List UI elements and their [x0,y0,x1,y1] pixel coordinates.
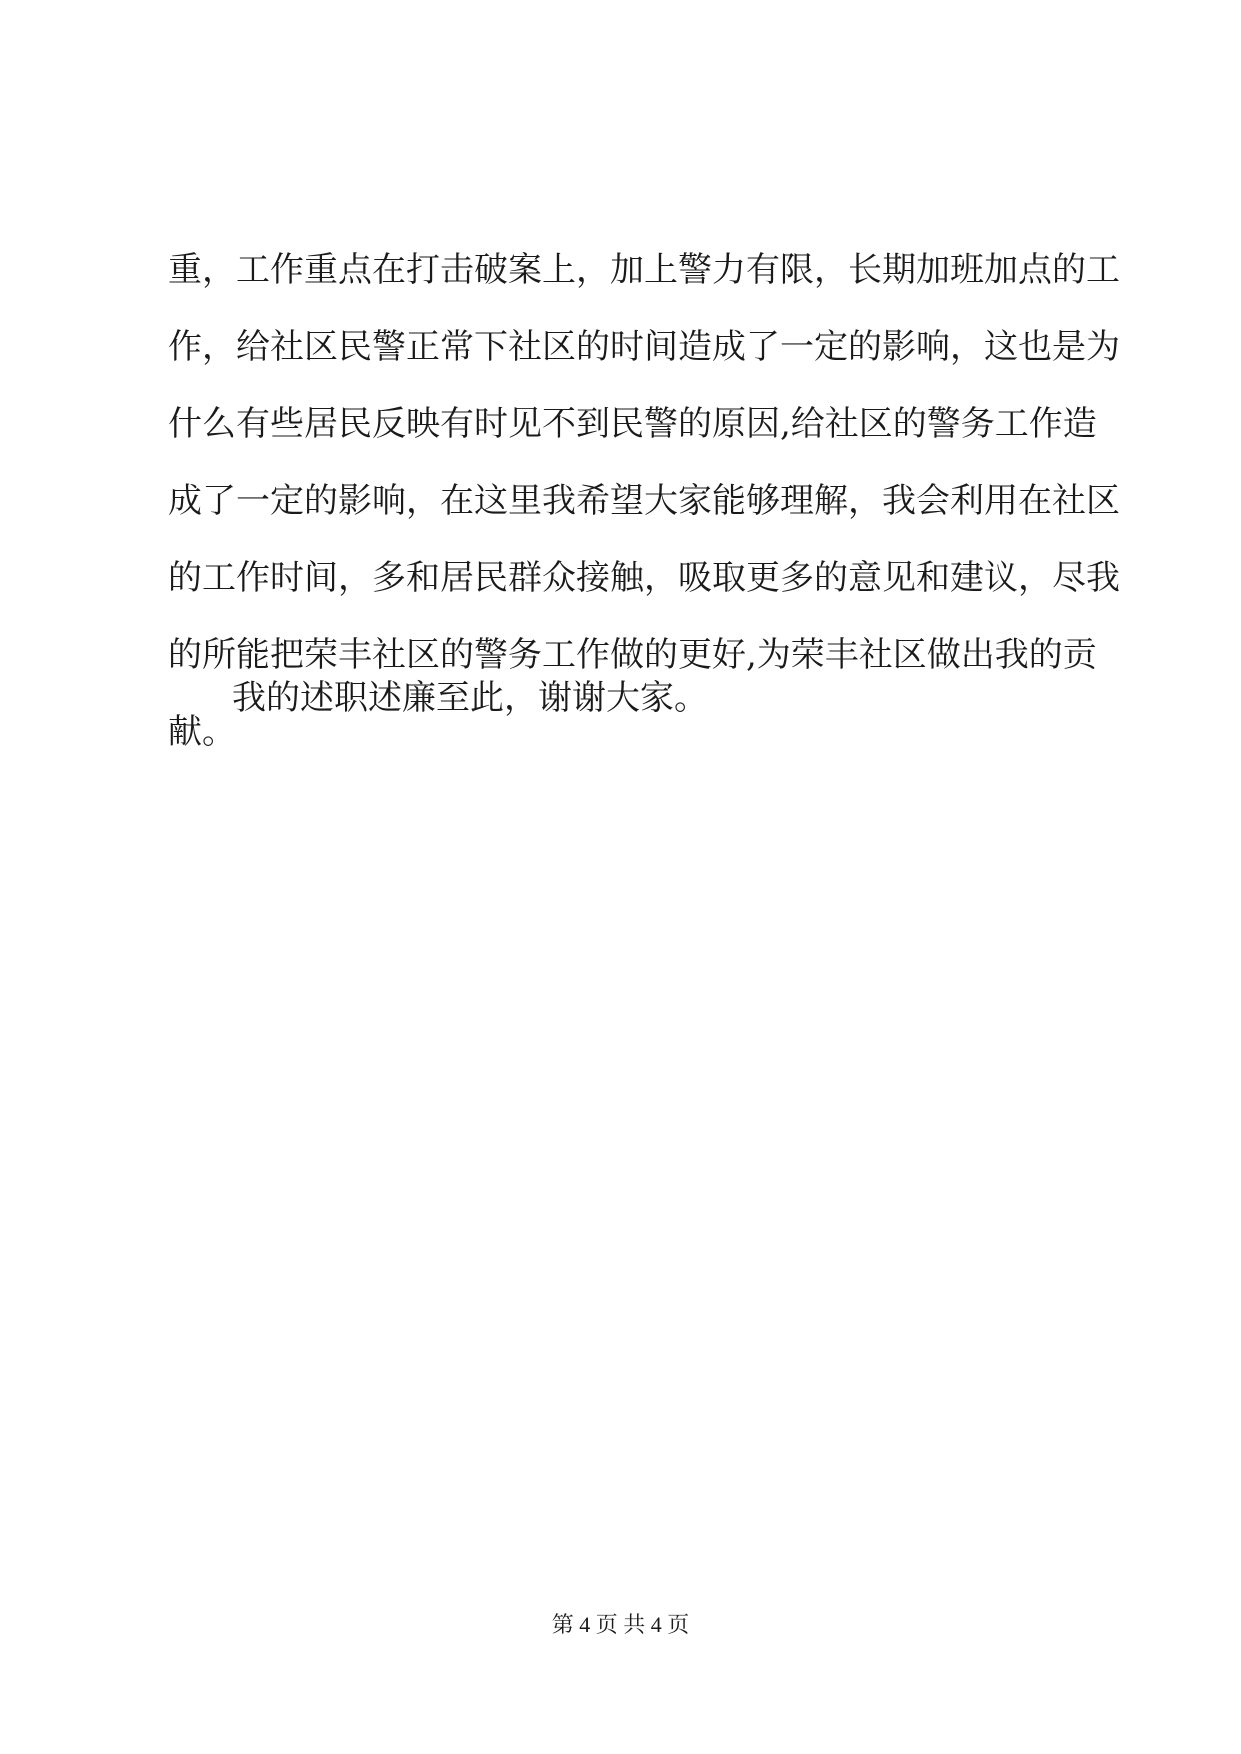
text-line: 重，工作重点在打击破案上，加上警力有限，长期加班加点的工 [168,250,1120,290]
text-line: 什么有些居民反映有时见不到民警的原因,给社区的警务工作造 [168,404,1097,444]
text-line: 作，给社区民警正常下社区的时间造成了一定的影响，这也是为 [168,327,1120,367]
text-line: 的工作时间，多和居民群众接触，吸取更多的意见和建议，尽我 [168,558,1120,598]
page-number-footer: 第 4 页 共 4 页 [551,1612,690,1637]
text-line: 的所能把荣丰社区的警务工作做的更好,为荣丰社区做出我的贡 [168,635,1097,675]
text-line: 成了一定的影响，在这里我希望大家能够理解，我会利用在社区 [168,481,1120,521]
text-line: 献。 [168,712,236,752]
paragraph-2: 我的述职述廉至此，谢谢大家。 [232,678,708,718]
